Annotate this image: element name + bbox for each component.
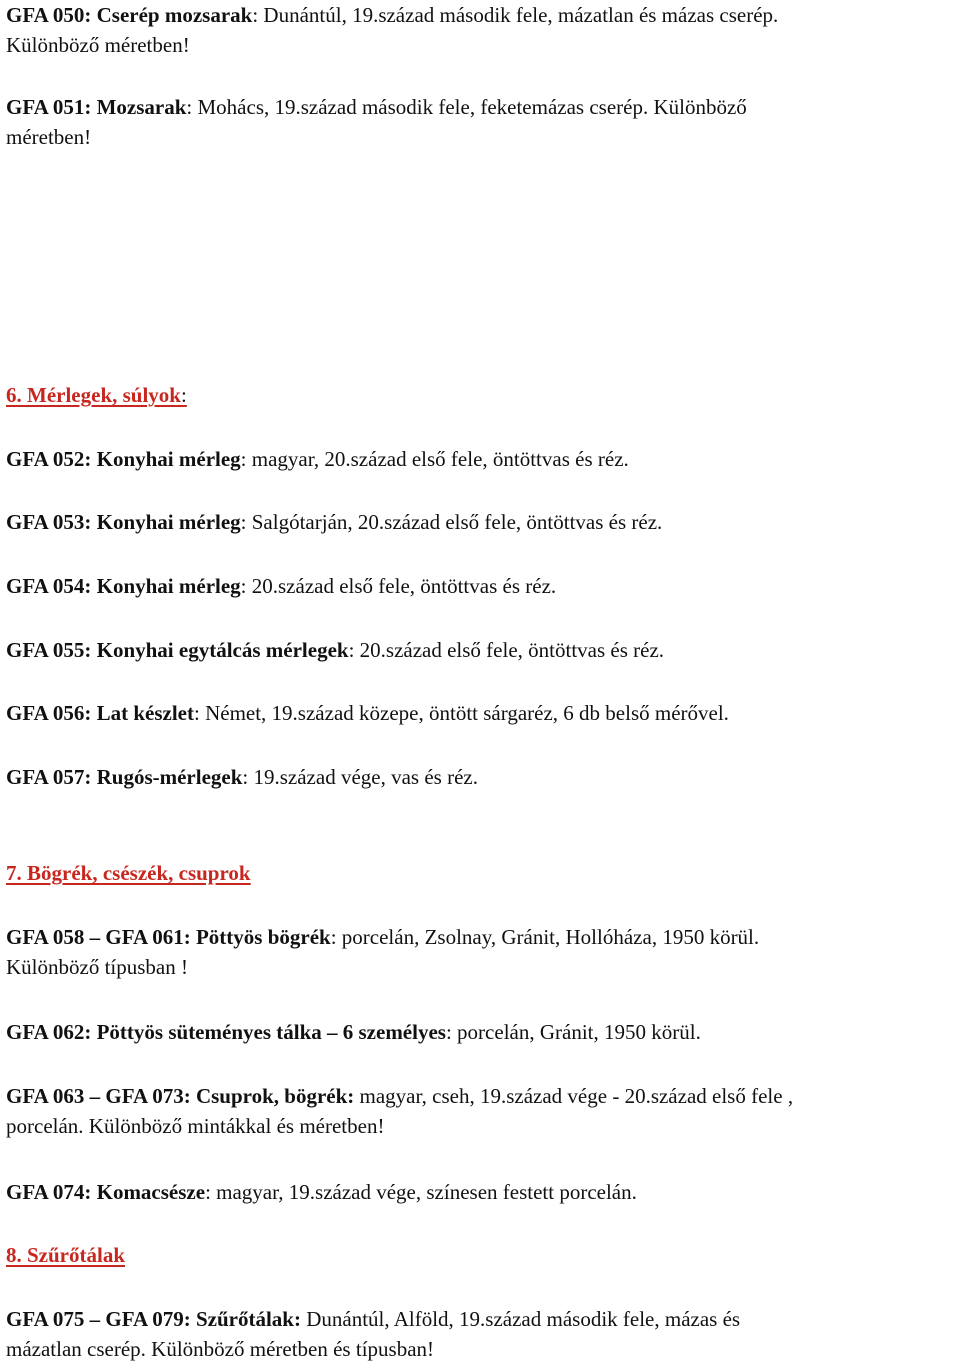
entry-description: : 20.század első fele, öntöttvas és réz. xyxy=(348,638,665,662)
catalog-entry xyxy=(6,922,956,982)
entry-line xyxy=(6,1081,956,1111)
entry-line xyxy=(6,571,956,601)
entry-continuation: Különböző típusban ! xyxy=(6,955,188,979)
section-title: 8. Szűrőtálak xyxy=(6,1243,126,1267)
entry-line xyxy=(6,1017,956,1047)
entry-description: : 19.század vége, vas és réz. xyxy=(242,765,478,789)
section-heading xyxy=(6,380,187,410)
entry-code: GFA 057: Rugós-mérlegek xyxy=(6,765,243,789)
entry-continuation: porcelán. Különböző mintákkal és méretben! xyxy=(6,1114,385,1138)
entry-continuation: Különböző méretben! xyxy=(6,33,190,57)
catalog-entry xyxy=(6,444,956,474)
entry-line xyxy=(6,922,956,952)
entry-line xyxy=(6,92,956,122)
entry-description: : Salgótarján, 20.század első fele, öntöttvas és réz. xyxy=(240,510,663,534)
entry-continuation: mázatlan cserép. Különböző méretben és típusban! xyxy=(6,1337,435,1361)
entry-code: GFA 055: Konyhai egytálcás mérlegek xyxy=(6,638,349,662)
entry-line xyxy=(6,507,956,537)
entry-description: magyar, cseh, 19.század vége - 20.század első fele , xyxy=(354,1084,794,1108)
entry-description: : magyar, 19.század vége, színesen festett porcelán. xyxy=(205,1180,637,1204)
entry-description: Dunántúl, Alföld, 19.század második fele, mázas és xyxy=(300,1307,741,1331)
entry-code: GFA 062: Pöttyös süteményes tálka – 6 személyes xyxy=(6,1020,446,1044)
entry-code: GFA 050: Cserép mozsarak xyxy=(6,3,253,27)
section-heading xyxy=(6,858,251,888)
entry-code: GFA 074: Komacsésze xyxy=(6,1180,206,1204)
catalog-entry xyxy=(6,698,956,728)
entry-code: GFA 075 – GFA 079: Szűrőtálak: xyxy=(6,1307,301,1331)
entry-code: GFA 053: Konyhai mérleg xyxy=(6,510,241,534)
entry-code: GFA 063 – GFA 073: Csuprok, bögrék: xyxy=(6,1084,355,1108)
entry-code: GFA 051: Mozsarak xyxy=(6,95,187,119)
catalog-entry xyxy=(6,762,956,792)
section-title: 6. Mérlegek, súlyok xyxy=(6,383,181,407)
entry-line xyxy=(6,635,956,665)
catalog-entry xyxy=(6,1177,956,1207)
entry-line xyxy=(6,1177,956,1207)
section-heading xyxy=(6,1240,125,1270)
entry-description: : Dunántúl, 19.század második fele, mázatlan és mázas cserép. xyxy=(252,3,779,27)
entry-code: GFA 058 – GFA 061: Pöttyös bögrék xyxy=(6,925,331,949)
entry-description: : 20.század első fele, öntöttvas és réz. xyxy=(240,574,557,598)
entry-line xyxy=(6,762,956,792)
section-title: 7. Bögrék, csészék, csuprok xyxy=(6,861,251,885)
catalog-entry xyxy=(6,0,956,60)
entry-description: : magyar, 20.század első fele, öntöttvas és réz. xyxy=(240,447,629,471)
entry-line xyxy=(6,698,956,728)
entry-code: GFA 052: Konyhai mérleg xyxy=(6,447,241,471)
entry-line xyxy=(6,444,956,474)
entry-description: : Mohács, 19.század második fele, feketemázas cserép. Különböző xyxy=(186,95,747,119)
entry-description: : porcelán, Gránit, 1950 körül. xyxy=(445,1020,701,1044)
entry-code: GFA 056: Lat készlet xyxy=(6,701,194,725)
entry-description: : Német, 19.század közepe, öntött sárgaréz, 6 db belső mérővel. xyxy=(194,701,729,725)
entry-line xyxy=(6,1304,956,1334)
catalog-entry xyxy=(6,1304,956,1364)
catalog-entry xyxy=(6,571,956,601)
section-title-suffix: : xyxy=(180,383,187,407)
catalog-entry xyxy=(6,635,956,665)
catalog-entry xyxy=(6,92,956,152)
catalog-entry xyxy=(6,1081,956,1141)
catalog-entry xyxy=(6,507,956,537)
entry-line xyxy=(6,0,956,30)
entry-description: : porcelán, Zsolnay, Gránit, Hollóháza, 1950 körül. xyxy=(330,925,760,949)
entry-continuation: méretben! xyxy=(6,125,92,149)
entry-code: GFA 054: Konyhai mérleg xyxy=(6,574,241,598)
catalog-entry xyxy=(6,1017,956,1047)
